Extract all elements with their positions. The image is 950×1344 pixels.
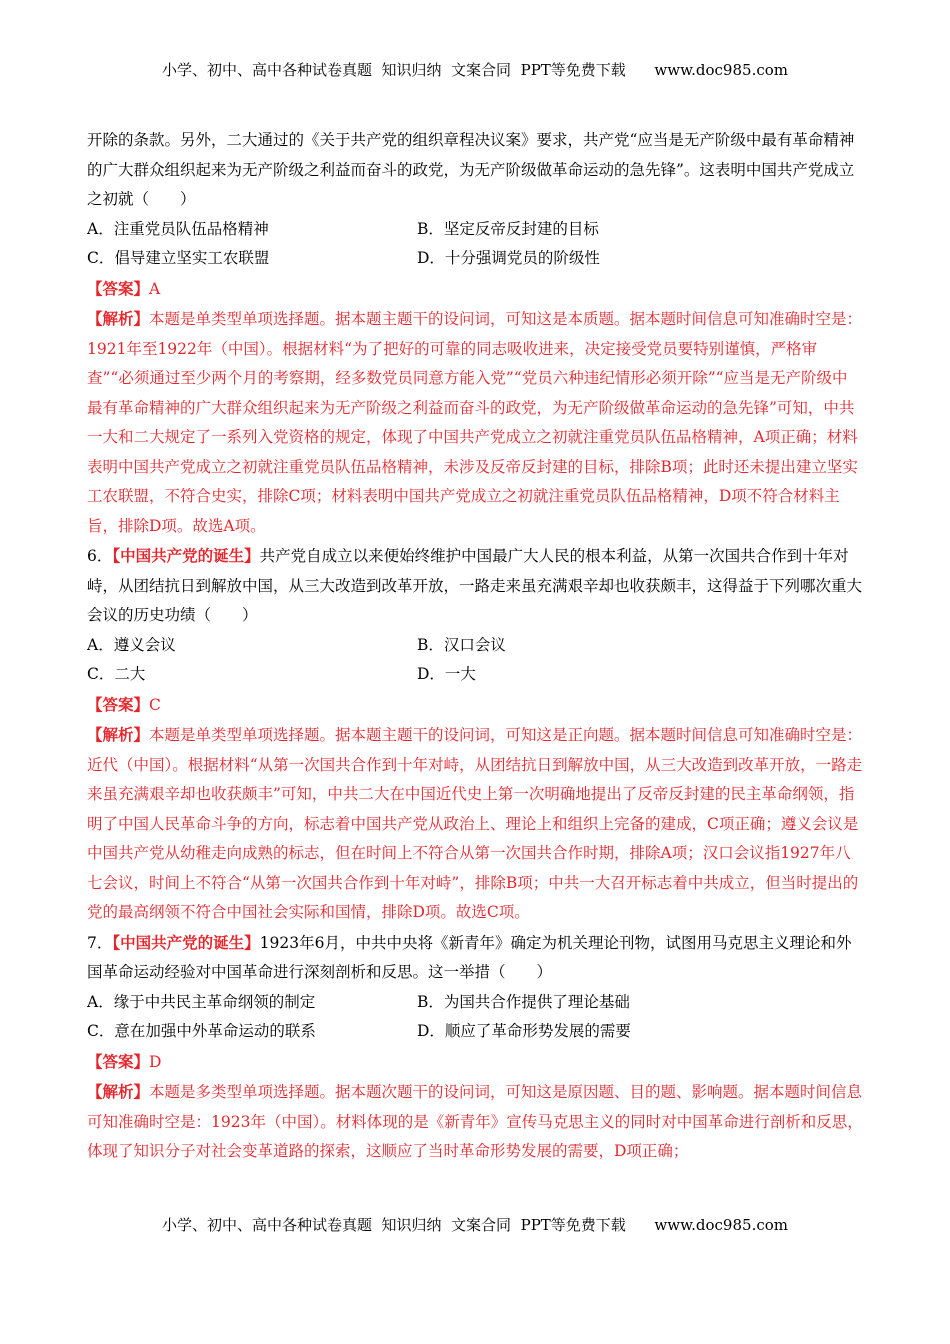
q7-option-c: C．意在加强中外革命运动的联系 <box>87 1022 316 1040</box>
q5-option-a: A．注重党员队伍品格精神 <box>87 219 269 238</box>
q6-option-b: B．汉口会议 <box>417 635 506 654</box>
q7-options <box>87 988 863 1047</box>
q6-option-a: A．遵义会议 <box>87 635 176 654</box>
q5-option-c: C．倡导建立坚实工农联盟 <box>87 249 270 267</box>
q5-analysis: 【解析】本题是单类型单项选择题。据本题主题干的设问词，可知这是本质题。据本题时间信息可知准确时空是：1921年至1922年（中国）。根据材料“为了把好的可靠的同志吸收进来，决定接受党员要特别谨慎，严格审查”“必须通过至少两个月的考察期，经多数党员同意方能入党”“党员六种违纪情形必须开除”“应当是无产阶级中最有革命精神的广大群众组织起来为无产阶级之利益而奋斗的政党，为无产阶级做革命运动的急先锋”可知，中共一大和二大规定了一系列入党资格的规定，体现了中国共产党成立之初就注重党员队伍品格精神，A项正确；材料表明中国共产党成立之初就注重党员队伍品格精神，未涉及反帝反封建的目标，排除B项；此时还未提出建立坚实工农联盟，不符合史实，排除C项；材料表明中国共产党成立之初就注重党员队伍品格精神，D项不符合材料主旨，排除D项。故选A项。 <box>87 309 863 535</box>
q7-stem: 7．【中国共产党的诞生】1923年6月，中共中央将《新青年》确定为机关理论刊物，试图用马克思主义理论和外国革命运动经验对中国革命进行深刻剖析和反思。这一举措（ ） <box>87 932 852 981</box>
q6-option-d: D．一大 <box>417 665 476 683</box>
q6-option-c: C．二大 <box>87 665 146 683</box>
q7-option-b: B．为国共合作提供了理论基础 <box>417 992 630 1011</box>
q6-options <box>87 631 863 690</box>
q5-options <box>87 215 863 274</box>
q7-option-a: A．缘于中共民主革命纲领的制定 <box>87 992 316 1011</box>
q7-analysis: 【解析】本题是多类型单项选择题。据本题次题干的设问词，可知这是原因题、目的题、影响题。据本题时间信息可知准确时空是：1923年（中国）。材料体现的是《新青年》宣传马克思主义的同时对中国革命进行剖析和反思，体现了知识分子对社会变革道路的探索，这顺应了当时革命形势发展的需要，D项正确； <box>87 1082 863 1160</box>
q6-topic-tag: 【中国共产党的诞生】 <box>112 546 260 565</box>
q6-stem: 6．【中国共产党的诞生】共产党自成立以来便始终维护中国最广大人民的根本利益，从第一次国共合作到十年对峙，从团结抗日到解放中国，从三大改造到改革开放，一路走来虽充满艰辛却也收获颇丰，这得益于下列哪次重大会议的历史功绩（ ） <box>87 546 863 624</box>
q6-answer: 【答案】C <box>87 694 161 714</box>
q5-option-d: D．十分强调党员的阶级性 <box>417 249 600 267</box>
page-footer: 小学、初中、高中各种试卷真题 知识归纳 文案合同 PPT等免费下载 www.doc985.com <box>161 1216 788 1234</box>
q7-answer: 【答案】D <box>87 1051 162 1071</box>
page-header: 小学、初中、高中各种试卷真题 知识归纳 文案合同 PPT等免费下载 www.doc985.com <box>161 61 788 79</box>
q5-option-b: B．坚定反帝反封建的目标 <box>417 219 599 238</box>
q7-option-d: D．顺应了革命形势发展的需要 <box>417 1022 631 1040</box>
document-body <box>87 126 863 1167</box>
q7-topic-tag: 【中国共产党的诞生】 <box>112 932 260 952</box>
q6-analysis: 【解析】本题是单类型单项选择题。据本题主题干的设问词，可知这是正向题。据本题时间信息可知准确时空是：近代（中国）。根据材料“从第一次国共合作到十年对峙，从团结抗日到解放中国，从三大改造到改革开放，一路走来虽充满艰辛却也收获颇丰”可知，中共二大在中国近代史上第一次明确地提出了反帝反封建的民主革命纲领，指明了中国人民革命斗争的方向，标志着中国共产党从政治上、理论上和组织上完备的建成，C项正确；遵义会议是中国共产党从幼稚走向成熟的标志，但在时间上不符合从第一次国共合作时期，排除A项；汉口会议指1927年八七会议，时间上不符合“从第一次国共合作到十年对峙”，排除B项；中共一大召开标志着中共成立，但当时提出的党的最高纲领不符合中国社会实际和国情，排除D项。故选C项。 <box>87 725 863 921</box>
q5-stem-tail: 开除的条款。另外，二大通过的《关于共产党的组织章程决议案》要求，共产党“应当是无产阶级中最有革命精神的广大群众组织起来为无产阶级之利益而奋斗的政党，为无产阶级做革命运动的急先锋”。这表明中国共产党成立之初就（ ） <box>87 131 855 208</box>
q5-answer: 【答案】A <box>87 278 161 298</box>
